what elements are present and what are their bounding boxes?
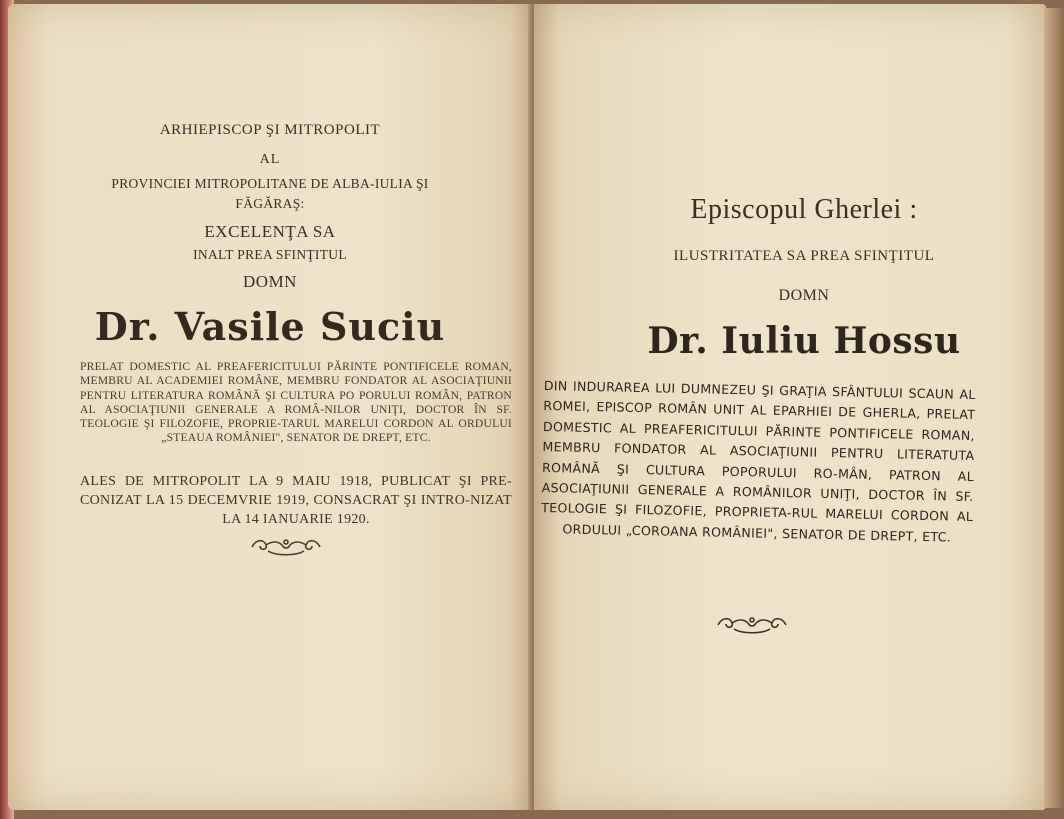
right-heading: Episcopul Gherlei : <box>690 194 918 225</box>
left-person-name: Dr. Vasile Suciu <box>94 304 446 349</box>
left-page <box>8 4 532 810</box>
book-right-edge <box>1044 8 1064 808</box>
left-province-line: PROVINCIEI MITROPOLITANE DE ALBA-IULIA ŞI <box>111 176 429 191</box>
left-body-text: PRELAT DOMESTIC AL PREAFERICITULUI PĂRINTE PONTIFICELE ROMAN, MEMBRU AL ACADEMIEI ROMÂNE, MEMBRU FONDATOR AL ASOCIAŢIUNII PENTRU LITERATURA ROMÂNĂ ŞI CULTURA PO PORULUI ROMÂN, PATRON AL ASOCIAŢIUNII GENERALE A ROMÂ-NILOR UNIŢI, DOCTOR ÎN SF. TEOLOGIE ŞI FILOZOFIE, PROPRIE-TARUL MARELUI CORDON AL ORDULUI „STEAUA ROMÂNIEI", SENATOR DE DREPT, ETC. <box>80 360 512 445</box>
left-dates-text: ALES DE MITROPOLIT LA 9 MAIU 1918, PUBLICAT ŞI PRE-CONIZAT LA 15 DECEMVRIE 1919, CONSACRAT ŞI INTRO-NIZAT LA 14 IANUARIE 1920. <box>80 474 512 527</box>
right-honorific: ILUSTRITATEA SA PREA SFINŢITUL <box>673 248 935 264</box>
right-domn: DOMN <box>778 287 830 304</box>
right-body-text: DIN INDURAREA LUI DUMNEZEU ŞI GRAŢIA SFÂNTULUI SCAUN AL ROMEI, EPISCOP ROMÂN UNIT AL EPARHIEI DE GHERLA, PRELAT DOMESTIC AL PREAFERICITULUI PĂRINTE PONTIFICELE ROMAN, MEMBRU FONDATOR AL ASOCIAŢIUNII PENTRU LITERATUTA ROMÂNĂ ŞI CULTURA POPORULUI RO-MÂN, PATRON AL ASOCIAŢIUNII GENERALE A ROMÂNILOR UNIŢI, DOCTOR ÎN SF. TEOLOGIE ŞI FILOZOFIE, PROPRIETA-RUL MARELUI CORDON AL ORDULUI „COROANA ROMÂNIEI", SENATOR DE DREPT, ETC. <box>541 377 976 545</box>
scroll-ornament-icon <box>714 614 790 636</box>
right-page <box>534 4 1046 810</box>
left-honorific: INALT PREA SFINŢITUL <box>193 247 347 262</box>
left-title-line-3 <box>8 174 532 214</box>
left-domn: DOMN <box>243 272 297 291</box>
left-excellency: EXCELENŢA SA <box>204 222 336 241</box>
left-title-line-1: ARHIEPISCOP ŞI MITROPOLIT <box>159 122 381 138</box>
left-province-line-cont: FĂGĂRAŞ: <box>235 196 305 211</box>
left-title-line-2: AL <box>259 152 281 167</box>
right-person-name: Dr. Iuliu Hossu <box>647 320 961 362</box>
scroll-ornament-icon <box>248 536 324 558</box>
